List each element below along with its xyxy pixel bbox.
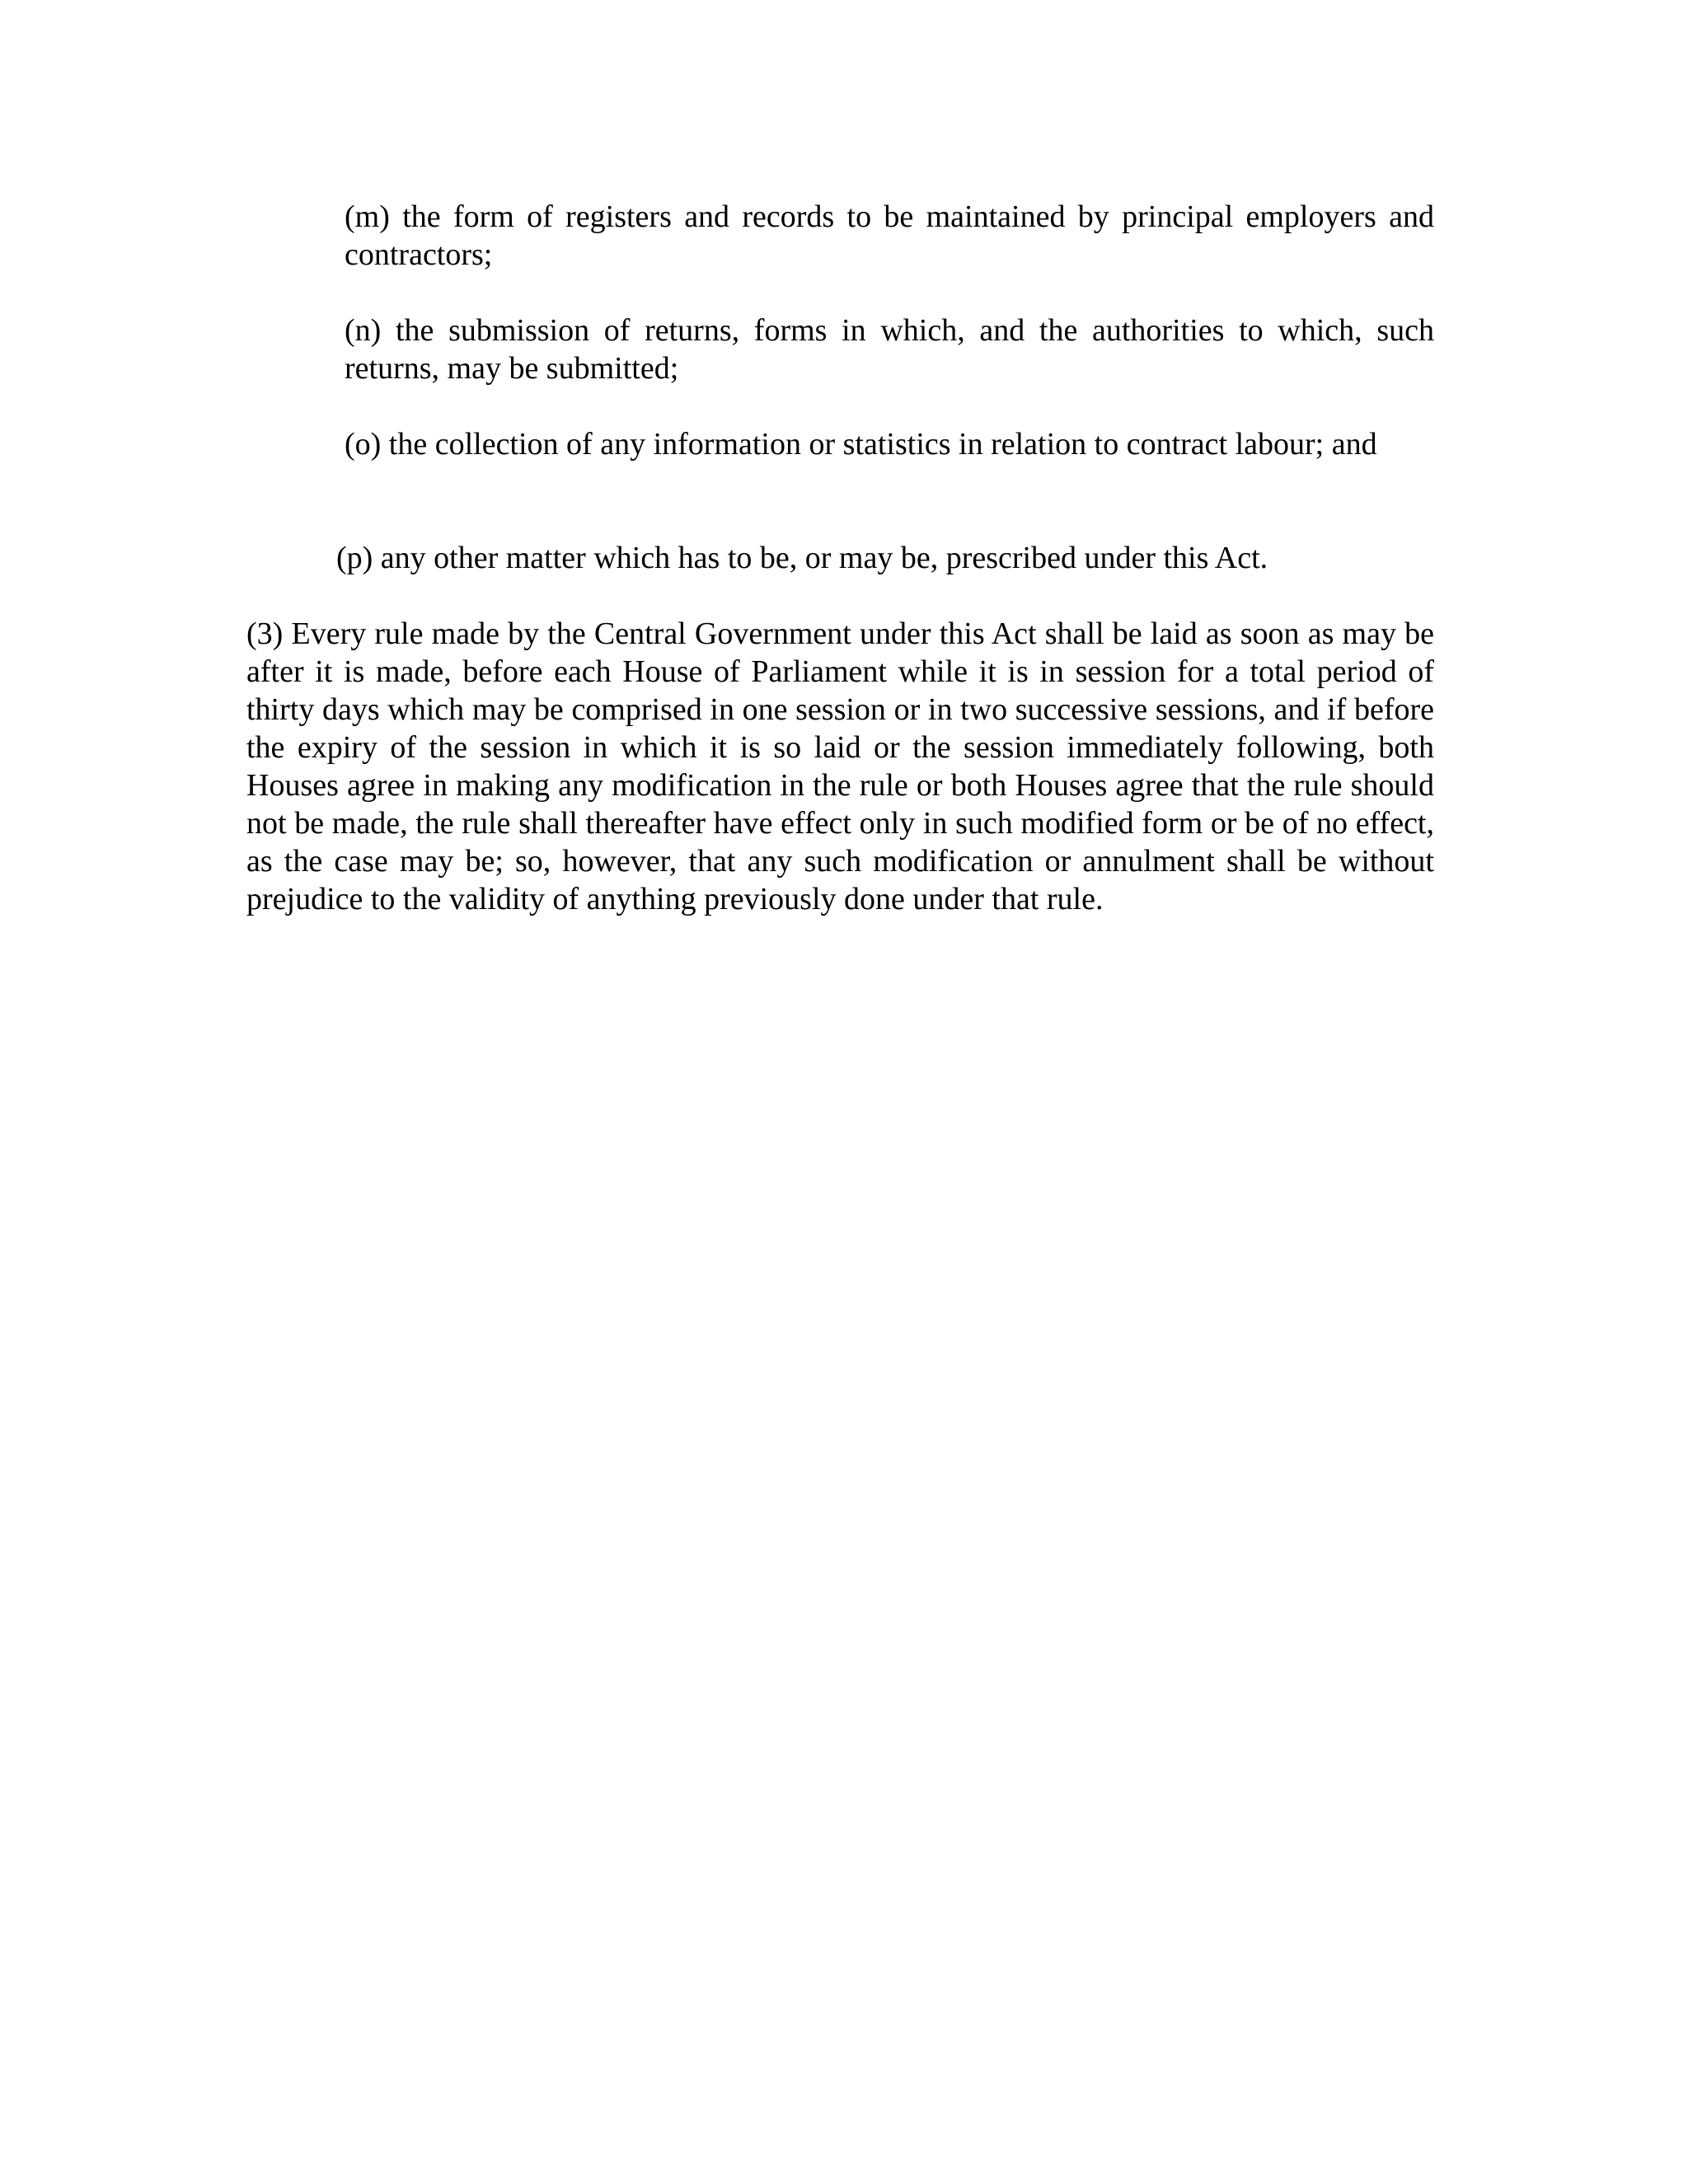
clause-n: (n) the submission of returns, forms in which, and the authorities to which, such returns, may be submitted; <box>345 313 1434 386</box>
clause-o: (o) the collection of any information or statistics in relation to contract labour; and <box>345 427 1377 462</box>
subsection-3: (3) Every rule made by the Central Government under this Act shall be laid as soon as may be after it is made, before each House of Parliament while it is in session for a total period of thirty days which may be comprised in one session or in two successive sessions, and if before the expiry of the session in which it is so laid or the session immediately following, both Houses agree in making any modification in the rule or both Houses agree that the rule should not be made, the rule shall thereafter have effect only in such modified form or be of no effect, as the case may be; so, however, that any such modification or annulment shall be without prejudice to the validity of anything previously done under that rule. <box>246 616 1434 916</box>
clause-p: (p) any other matter which has to be, or may be, prescribed under this Act. <box>336 541 1268 575</box>
clause-m: (m) the form of registers and records to be maintained by principal employers and contractors; <box>345 199 1434 272</box>
